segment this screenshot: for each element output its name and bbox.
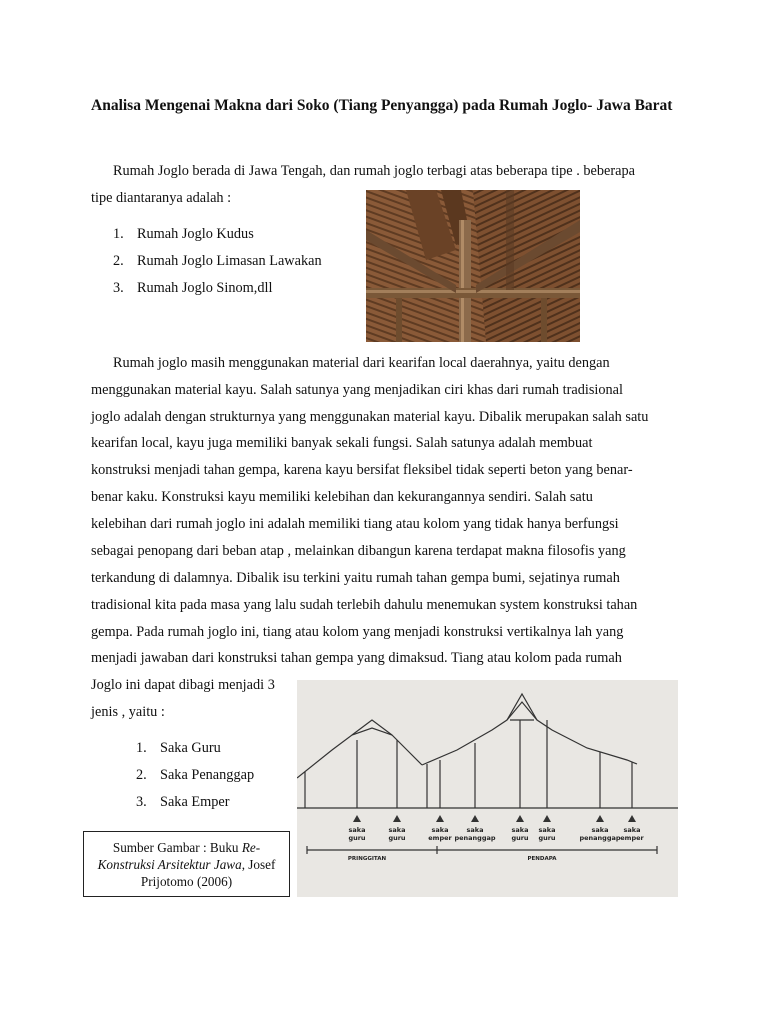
diagram-label: guru bbox=[511, 834, 529, 842]
diagram-label: saka bbox=[511, 826, 529, 834]
diagram-label: guru bbox=[348, 834, 366, 842]
body-line: menjadi jawaban dari konstruksi tahan gempa yang dimaksud. Tiang atau kolom pada rumah bbox=[91, 650, 622, 666]
diagram-label: emper bbox=[620, 834, 644, 842]
body-line: konstruksi menjadi tahan gempa, karena kayu bersifat fleksibel tidak seperti beton yang benar- bbox=[91, 462, 633, 478]
diagram-label: saka bbox=[388, 826, 406, 834]
list-item: 1. Saka Guru bbox=[136, 740, 221, 756]
body-line: menggunakan material kayu. Salah satunya yang menjadikan ciri khas dari rumah tradisional bbox=[91, 382, 623, 398]
list-item: 3. Rumah Joglo Sinom,dll bbox=[113, 280, 273, 296]
diagram-label: saka bbox=[431, 826, 449, 834]
joglo-roof-photo bbox=[366, 190, 580, 342]
body-line: joglo adalah dengan strukturnya yang menggunakan material kayu. Dibalik merupakan salah satu bbox=[91, 409, 649, 425]
diagram-label: guru bbox=[538, 834, 556, 842]
list-item: 3. Saka Emper bbox=[136, 794, 230, 810]
intro-line-2: tipe diantaranya adalah : bbox=[91, 190, 232, 206]
diagram-label: saka bbox=[348, 826, 366, 834]
body-line: kelebihan dari rumah joglo ini adalah memiliki tiang atau kolom yang tidak hanya berfungsi bbox=[91, 516, 619, 532]
joglo-section-diagram bbox=[297, 680, 678, 897]
diagram-section-left: PRINGGITAN bbox=[347, 856, 387, 862]
diagram-label: emper bbox=[428, 834, 452, 842]
diagram-label: penanggap bbox=[579, 834, 621, 842]
body-line: Rumah joglo masih menggunakan material dari kearifan local daerahnya, yaitu dengan bbox=[113, 355, 610, 371]
body-line: kearifan local, kayu juga memiliki banyak sekali fungsi. Salah satunya adalah membuat bbox=[91, 435, 593, 451]
diagram-section-right: PENDAPA bbox=[527, 856, 557, 862]
diagram-label: saka bbox=[591, 826, 609, 834]
image-caption: Sumber Gambar : Buku Re- Konstruksi Arsitektur Jawa, Josef Prijotomo (2006) bbox=[83, 831, 290, 897]
diagram-label: saka bbox=[538, 826, 556, 834]
body-line: Joglo ini dapat dibagi menjadi 3 bbox=[91, 677, 275, 693]
body-line: gempa. Pada rumah joglo ini, tiang atau kolom yang menjadi konstruksi vertikalnya lah yang bbox=[91, 624, 624, 640]
diagram-label: saka bbox=[466, 826, 484, 834]
intro-line-1: Rumah Joglo berada di Jawa Tengah, dan rumah joglo terbagi atas beberapa tipe . beberapa bbox=[113, 163, 635, 179]
list-item: 2. Saka Penanggap bbox=[136, 767, 255, 783]
diagram-label: saka bbox=[623, 826, 641, 834]
diagram-label: penanggap bbox=[454, 834, 496, 842]
list-item: 1. Rumah Joglo Kudus bbox=[113, 226, 254, 242]
diagram-label: guru bbox=[388, 834, 406, 842]
page-title: Analisa Mengenai Makna dari Soko (Tiang Penyangga) pada Rumah Joglo- Jawa Barat bbox=[91, 97, 673, 114]
body-line: sebagai penopang dari beban atap , melainkan dibangun karena terdapat makna filosofis yang bbox=[91, 543, 626, 559]
body-line: tradisional kita pada masa yang lalu sudah terlebih dahulu menemukan system konstruksi tahan bbox=[91, 597, 638, 613]
body-line: benar kaku. Konstruksi kayu memiliki kelebihan dan kekurangannya sendiri. Salah satu bbox=[91, 489, 593, 505]
body-line: terkandung di dalamnya. Dibalik isu terkini yaitu rumah tahan gempa bumi, sejatinya rumah bbox=[91, 570, 620, 586]
body-line: jenis , yaitu : bbox=[91, 704, 165, 720]
list-item: 2. Rumah Joglo Limasan Lawakan bbox=[113, 253, 322, 269]
